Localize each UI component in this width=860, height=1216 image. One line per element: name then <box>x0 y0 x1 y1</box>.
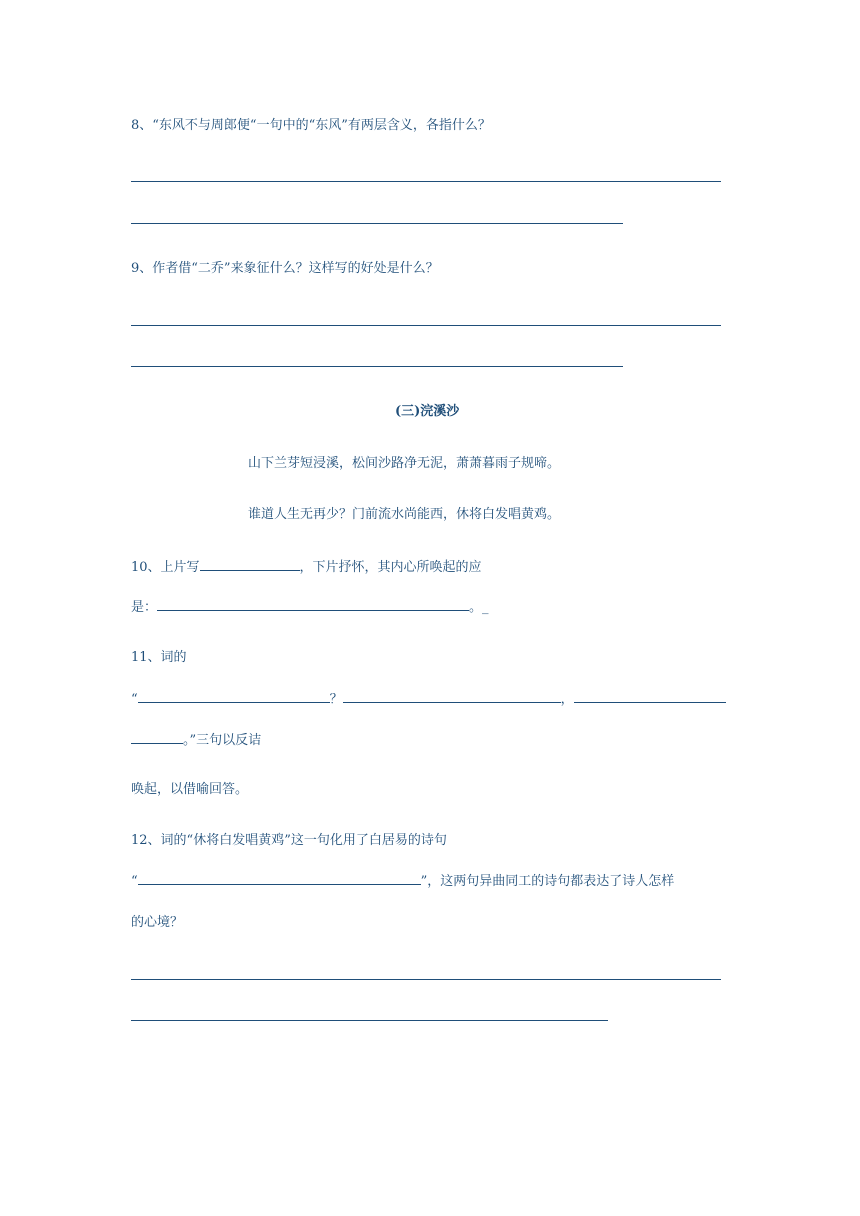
question-11-line-4: 唤起，以借喻回答。 <box>131 782 249 797</box>
question-11-mark-2: ， <box>560 692 574 707</box>
blank-11a[interactable] <box>138 689 330 703</box>
answer-line-12a[interactable] <box>131 979 721 980</box>
question-10-line-2 <box>131 597 489 617</box>
answer-line-8b[interactable] <box>131 223 623 224</box>
blank-12a[interactable] <box>138 871 421 885</box>
blank-10a[interactable] <box>200 557 300 571</box>
blank-10b[interactable] <box>157 597 469 611</box>
poem-line-1: 山下兰芽短浸溪，松间沙路净无泥，萧萧暮雨子规啼。 <box>248 456 561 471</box>
answer-line-9a[interactable] <box>131 325 721 326</box>
question-12-open-quote: “ <box>131 874 138 889</box>
question-10-prefix: 10、上片写 <box>131 560 200 575</box>
question-10-end: 。_ <box>469 600 489 615</box>
question-10-line-1 <box>131 557 482 577</box>
question-8: 8、“东风不与周郎便“一句中的“东风”有两层含义，各指什么？ <box>131 118 491 133</box>
question-11-end: 。”三句以反诘 <box>183 733 262 748</box>
question-11-line-3 <box>131 730 261 750</box>
blank-11d[interactable] <box>131 730 183 744</box>
question-11-mark-1: ？ <box>329 692 343 707</box>
question-11-line-1: 11、词的 <box>131 650 187 665</box>
question-12-line-3: 的心境？ <box>131 915 184 930</box>
question-12-line-1: 12、词的“休将白发唱黄鸡”这一句化用了白居易的诗句 <box>131 833 447 848</box>
question-12-line-2 <box>131 871 674 891</box>
question-9: 9、作者借“二乔”来象征什么？这样写的好处是什么？ <box>131 261 439 276</box>
question-11-line-2 <box>131 689 726 709</box>
question-10-label: 是： <box>131 600 158 615</box>
answer-line-12b[interactable] <box>131 1020 608 1021</box>
blank-11b[interactable] <box>343 689 561 703</box>
blank-11c[interactable] <box>574 689 726 703</box>
poem-title: (三)浣溪沙 <box>395 404 460 419</box>
question-10-middle: ，下片抒怀，其内心所唤起的应 <box>299 560 482 575</box>
question-12-rest: ”，这两句异曲同工的诗句都表达了诗人怎样 <box>420 874 675 889</box>
answer-line-8a[interactable] <box>131 181 721 182</box>
poem-line-2: 谁道人生无再少？门前流水尚能西，休将白发唱黄鸡。 <box>248 507 561 522</box>
question-11-open-quote: “ <box>131 692 138 707</box>
answer-line-9b[interactable] <box>131 366 623 367</box>
